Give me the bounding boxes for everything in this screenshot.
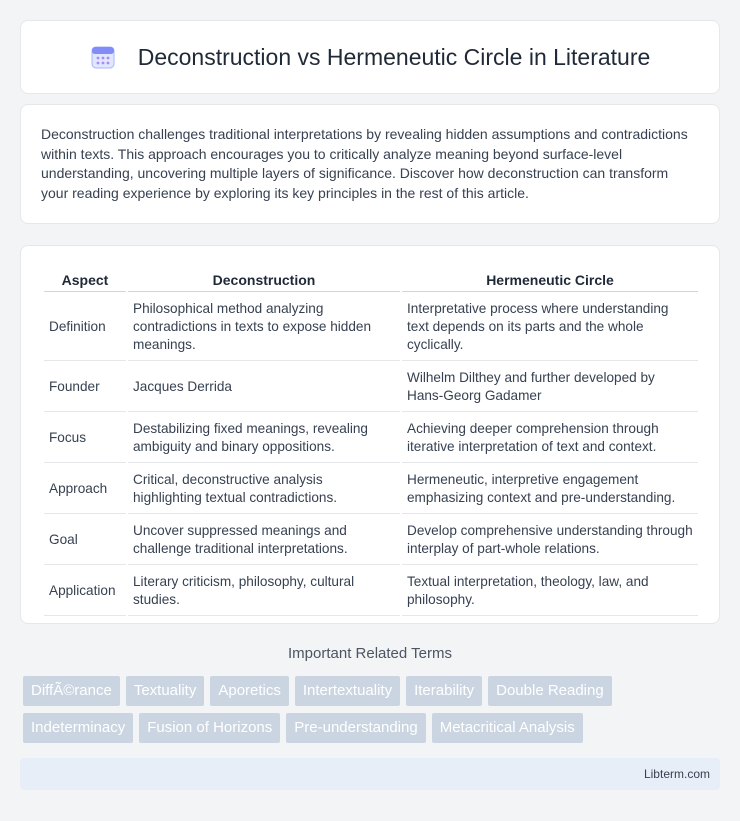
related-term-tag[interactable]: Double Reading <box>488 676 612 706</box>
table-cell-hermeneutic: Wilhelm Dilthey and further developed by Hans-Georg Gadamer <box>402 363 698 412</box>
table-cell-deconstruction: Philosophical method analyzing contradictions in texts to expose hidden meanings. <box>128 294 400 361</box>
related-term-tag[interactable]: Metacritical Analysis <box>432 713 583 743</box>
column-header-hermeneutic: Hermeneutic Circle <box>402 268 698 292</box>
column-header-deconstruction: Deconstruction <box>128 268 400 292</box>
table-cell-aspect: Definition <box>44 294 126 361</box>
table-cell-aspect: Goal <box>44 516 126 565</box>
table-cell-hermeneutic: Textual interpretation, theology, law, and philosophy. <box>402 567 698 616</box>
comparison-card <box>20 245 720 624</box>
intro-card <box>20 104 720 224</box>
table-cell-deconstruction: Jacques Derrida <box>128 363 400 412</box>
related-term-tag[interactable]: Fusion of Horizons <box>139 713 280 743</box>
related-term-tag[interactable]: DiffÃ©rance <box>23 676 120 706</box>
table-cell-aspect: Focus <box>44 414 126 463</box>
related-term-tag[interactable]: Iterability <box>406 676 482 706</box>
table-row <box>44 567 698 616</box>
table-cell-aspect: Founder <box>44 363 126 412</box>
footer-brand-link[interactable]: Libterm.com <box>643 767 710 781</box>
table-cell-aspect: Approach <box>44 465 126 514</box>
table-cell-deconstruction: Uncover suppressed meanings and challenge traditional interpretations. <box>128 516 400 565</box>
table-cell-deconstruction: Destabilizing fixed meanings, revealing ambiguity and binary oppositions. <box>128 414 400 463</box>
comparison-table <box>42 266 700 618</box>
table-header-row <box>44 268 698 292</box>
table-row <box>44 414 698 463</box>
related-terms-list <box>23 676 723 750</box>
related-term-tag[interactable]: Aporetics <box>210 676 289 706</box>
related-term-tag[interactable]: Textuality <box>126 676 205 706</box>
table-cell-hermeneutic: Hermeneutic, interpretive engagement emphasizing context and pre-understanding. <box>402 465 698 514</box>
footer <box>20 758 720 790</box>
table-cell-deconstruction: Literary criticism, philosophy, cultural studies. <box>128 567 400 616</box>
column-header-aspect: Aspect <box>44 268 126 292</box>
table-row <box>44 294 698 361</box>
related-term-tag[interactable]: Intertextuality <box>295 676 400 706</box>
intro-text: Deconstruction challenges traditional interpretations by revealing hidden assumptions and contradictions within texts. This approach encourages you to critically analyze meaning beyond surface-level understanding, uncovering multiple layers of significance. Discover how deconstruction can transform your reading experience by exploring its key principles in the rest of this article. <box>41 126 688 201</box>
related-term-tag[interactable]: Indeterminacy <box>23 713 133 743</box>
table-row <box>44 516 698 565</box>
table-row <box>44 465 698 514</box>
table-cell-deconstruction: Critical, deconstructive analysis highlighting textual contradictions. <box>128 465 400 514</box>
table-row <box>44 363 698 412</box>
page-title: Deconstruction vs Hermeneutic Circle in Literature <box>137 43 651 70</box>
table-cell-hermeneutic: Achieving deeper comprehension through iterative interpretation of text and context. <box>402 414 698 463</box>
table-cell-aspect: Application <box>44 567 126 616</box>
related-term-tag[interactable]: Pre-understanding <box>286 713 425 743</box>
calendar-icon <box>90 44 116 70</box>
header-card <box>20 20 720 94</box>
table-cell-hermeneutic: Develop comprehensive understanding through interplay of part-whole relations. <box>402 516 698 565</box>
related-terms-title: Important Related Terms <box>288 645 452 662</box>
table-cell-hermeneutic: Interpretative process where understanding text depends on its parts and the whole cyclically. <box>402 294 698 361</box>
